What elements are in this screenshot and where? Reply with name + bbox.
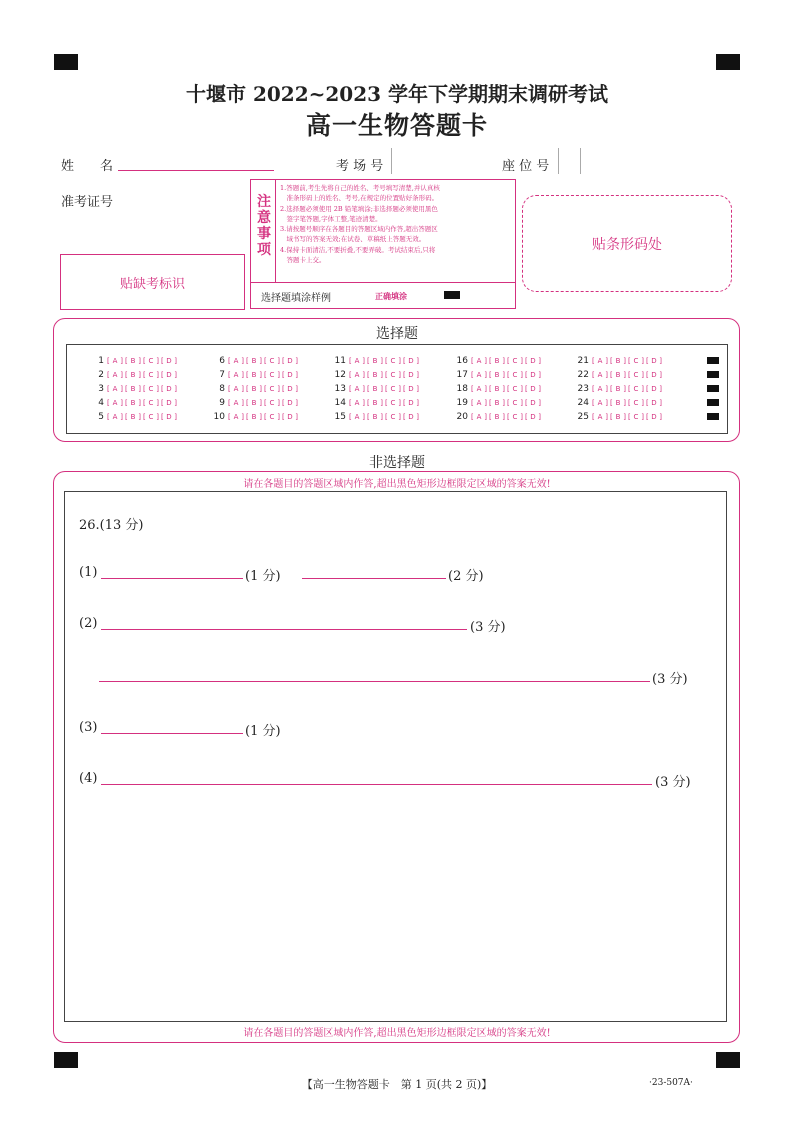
mc-option-bubble[interactable]: [ C ] [386,413,400,422]
mc-question-number: 5 [98,412,104,422]
exam-title: 十堰市 2022~2023 学年下学期期末调研考试 [185,82,608,106]
part-3-score: (1 分) [245,724,281,739]
mc-option-bubble[interactable]: [ D ] [283,413,297,422]
mc-option-bubble[interactable]: [ C ] [629,371,643,380]
mc-option-bubble[interactable]: [ B ] [247,385,261,394]
mc-option-bubble[interactable]: [ A ] [472,413,486,422]
footer-page-info: 【高一生物答题卡 第 1 页(共 2 页)】 [301,1078,493,1091]
mc-question-number: 19 [456,398,468,408]
mc-option-bubble[interactable]: [ C ] [508,357,522,366]
registration-mark [716,54,740,70]
nonmc-title: 非选择题 [369,455,425,471]
mc-question-row [207,355,301,367]
mc-option-bubble[interactable]: [ D ] [647,371,661,380]
mc-option-bubble[interactable]: [ B ] [126,399,140,408]
mc-option-bubble[interactable]: [ C ] [508,385,522,394]
mc-option-bubble[interactable]: [ B ] [490,357,504,366]
mc-option-bubble[interactable]: [ B ] [611,371,625,380]
mc-option-bubble[interactable]: [ D ] [162,413,176,422]
part-1a-score: (1 分) [245,569,281,584]
seat-label: 座 位 号 [502,159,550,174]
mc-option-bubble[interactable]: [ D ] [404,413,418,422]
mc-question-row [86,369,180,381]
mc-option-bubble[interactable]: [ C ] [265,413,279,422]
mc-option-bubble[interactable]: [ B ] [247,357,261,366]
mc-question-number: 16 [456,356,468,366]
mc-option-bubble[interactable]: [ B ] [611,413,625,422]
mc-option-bubble[interactable]: [ C ] [508,413,522,422]
mc-option-bubble[interactable]: [ B ] [368,413,382,422]
mc-option-bubble[interactable]: [ B ] [611,357,625,366]
mc-question-number: 20 [456,412,468,422]
mc-question-number: 21 [577,356,589,366]
mc-question-number: 4 [98,398,104,408]
mc-option-bubble[interactable]: [ B ] [368,399,382,408]
divider [391,148,392,174]
barcode-area [522,195,732,292]
absent-sticker-box [60,254,245,310]
part-3-answer-line[interactable] [101,733,243,734]
mc-question-row [207,369,301,381]
mc-question-row [571,411,665,423]
mc-option-bubble[interactable]: [ A ] [350,399,364,408]
registration-mark [54,1052,78,1068]
registration-mark [716,1052,740,1068]
mc-option-bubble[interactable]: [ D ] [526,371,540,380]
correct-fill-sample [444,291,460,299]
mc-option-bubble[interactable]: [ A ] [472,371,486,380]
part-2a-score: (3 分) [470,620,506,635]
mc-question-number: 22 [577,370,589,380]
mc-option-bubble[interactable]: [ D ] [647,399,661,408]
mc-question-row [328,369,422,381]
mc-option-bubble[interactable]: [ D ] [162,385,176,394]
mc-question-number: 25 [577,412,589,422]
mc-option-bubble[interactable]: [ C ] [508,399,522,408]
mc-option-bubble[interactable]: [ A ] [593,399,607,408]
mc-option-bubble[interactable]: [ B ] [247,413,261,422]
mc-option-bubble[interactable]: [ B ] [126,413,140,422]
mc-question-number: 24 [577,398,589,408]
mc-title: 选择题 [376,326,418,342]
mc-option-bubble[interactable]: [ A ] [593,413,607,422]
mc-option-bubble[interactable]: [ A ] [108,371,122,380]
mc-option-bubble[interactable]: [ A ] [229,385,243,394]
mc-option-bubble[interactable]: [ D ] [404,371,418,380]
mc-question-row [207,383,301,395]
mc-option-bubble[interactable]: [ D ] [283,371,297,380]
mc-option-bubble[interactable]: [ D ] [647,385,661,394]
absent-label: 贴缺考标识 [119,277,185,292]
mc-option-bubble[interactable]: [ A ] [472,385,486,394]
mc-option-bubble[interactable]: [ B ] [368,371,382,380]
mc-option-bubble[interactable]: [ A ] [108,385,122,394]
mc-option-bubble[interactable]: [ C ] [144,371,158,380]
mc-option-bubble[interactable]: [ C ] [144,357,158,366]
notes-text: 1.答题前,考生先将自己的姓名、考号填写清楚,并认真核 准条形码上的姓名、考号,在规定的位置贴好条形码。 2.选择题必须使用 2B 铅笔填涂;非选择题必须使用黑色 签字笔答题,字体工整,笔迹清楚。 3.请按题号顺序在各题目的答题区域内作答,超出答题区 域书写的答案无效;在试卷、草稿纸上答题无效。 4.保持卡面清洁,不要折叠,不要弄破。考试结束后,只将 答题卡上交。 [280,184,440,265]
mc-option-bubble[interactable]: [ B ] [368,357,382,366]
sample-label: 选择题填涂样例 [261,293,331,304]
mc-option-bubble[interactable]: [ A ] [350,371,364,380]
mc-option-bubble[interactable]: [ D ] [647,357,661,366]
mc-option-bubble[interactable]: [ A ] [350,413,364,422]
mc-option-bubble[interactable]: [ D ] [162,399,176,408]
mc-question-number: 13 [334,384,346,394]
mc-option-bubble[interactable]: [ D ] [283,399,297,408]
mc-option-bubble[interactable]: [ C ] [629,385,643,394]
warning-top: 请在各题目的答题区域内作答,超出黑色矩形边框限定区域的答案无效! [243,479,551,490]
mc-question-number: 15 [334,412,346,422]
mc-option-bubble[interactable]: [ C ] [265,399,279,408]
mc-option-bubble[interactable]: [ A ] [593,357,607,366]
part-1-label: (1) [79,565,98,580]
name-field[interactable] [118,170,274,171]
mc-option-bubble[interactable]: [ C ] [629,413,643,422]
ticket-label: 准考证号 [61,195,114,210]
divider [580,148,581,174]
mc-option-bubble[interactable]: [ C ] [265,371,279,380]
mc-question-number: 18 [456,384,468,394]
mc-question-row [328,355,422,367]
mc-question-row [207,397,301,409]
mc-option-bubble[interactable]: [ A ] [229,399,243,408]
part-1b-answer-line[interactable] [302,578,446,579]
mc-option-bubble[interactable]: [ A ] [472,399,486,408]
mc-option-bubble[interactable]: [ C ] [386,399,400,408]
mc-option-bubble[interactable]: [ D ] [404,385,418,394]
mc-option-bubble[interactable]: [ D ] [283,357,297,366]
mc-option-bubble[interactable]: [ A ] [350,385,364,394]
mc-option-bubble[interactable]: [ B ] [368,385,382,394]
mc-option-bubble[interactable]: [ C ] [508,371,522,380]
mc-question-row [86,383,180,395]
mc-question-number: 11 [334,356,346,366]
mc-option-bubble[interactable]: [ C ] [386,385,400,394]
mc-option-bubble[interactable]: [ A ] [108,357,122,366]
mc-option-bubble[interactable]: [ D ] [162,371,176,380]
mc-option-bubble[interactable]: [ D ] [162,357,176,366]
mc-option-bubble[interactable]: [ A ] [593,385,607,394]
part-2b-score: (3 分) [652,672,688,687]
mc-question-number: 12 [334,370,346,380]
mc-question-row [450,411,544,423]
mc-option-bubble[interactable]: [ B ] [490,385,504,394]
mc-question-number: 6 [219,356,225,366]
timing-mark [707,371,719,378]
mc-question-number: 14 [334,398,346,408]
answer-area[interactable] [64,491,727,1022]
mc-question-row [207,411,301,423]
mc-option-bubble[interactable]: [ B ] [247,399,261,408]
notes-box [250,179,516,309]
timing-mark [707,413,719,420]
mc-option-bubble[interactable]: [ D ] [283,385,297,394]
mc-option-bubble[interactable]: [ D ] [404,357,418,366]
mc-question-row [571,369,665,381]
mc-question-number: 9 [219,398,225,408]
mc-question-row [571,355,665,367]
mc-option-bubble[interactable]: [ C ] [629,399,643,408]
mc-option-bubble[interactable]: [ C ] [144,399,158,408]
part-2-label: (2) [79,616,98,631]
mc-option-bubble[interactable]: [ A ] [350,357,364,366]
mc-option-bubble[interactable]: [ B ] [247,371,261,380]
notes-heading: 注 意 事 项 [257,194,271,258]
mc-question-number: 3 [98,384,104,394]
mc-question-row [86,397,180,409]
mc-option-bubble[interactable]: [ A ] [229,413,243,422]
part-4-label: (4) [79,771,98,786]
part-2b-answer-line[interactable] [99,681,650,682]
mc-option-bubble[interactable]: [ A ] [229,357,243,366]
part-2a-answer-line[interactable] [101,629,467,630]
part-4-answer-line[interactable] [101,784,652,785]
exam-room-label: 考 场 号 [336,159,384,174]
mc-option-bubble[interactable]: [ A ] [108,413,122,422]
mc-option-bubble[interactable]: [ B ] [126,357,140,366]
warning-bottom: 请在各题目的答题区域内作答,超出黑色矩形边框限定区域的答案无效! [243,1028,551,1039]
name-label: 姓 名 [61,159,114,174]
mc-question-row [86,411,180,423]
timing-mark [707,385,719,392]
correct-fill-label: 正确填涂 [375,292,407,301]
mc-option-bubble[interactable]: [ C ] [386,357,400,366]
mc-question-number: 2 [98,370,104,380]
mc-option-bubble[interactable]: [ D ] [526,385,540,394]
mc-option-bubble[interactable]: [ C ] [144,413,158,422]
mc-option-bubble[interactable]: [ D ] [404,399,418,408]
mc-option-bubble[interactable]: [ D ] [647,413,661,422]
mc-option-bubble[interactable]: [ A ] [108,399,122,408]
timing-mark [707,357,719,364]
mc-question-number: 17 [456,370,468,380]
mc-question-number: 23 [577,384,589,394]
mc-question-row [328,383,422,395]
part-1a-answer-line[interactable] [101,578,243,579]
mc-option-bubble[interactable]: [ B ] [611,385,625,394]
mc-option-bubble[interactable]: [ A ] [229,371,243,380]
mc-option-bubble[interactable]: [ C ] [265,385,279,394]
mc-question-row [450,397,544,409]
part-1b-score: (2 分) [448,569,484,584]
registration-mark [54,54,78,70]
part-3-label: (3) [79,720,98,735]
mc-question-row [328,411,422,423]
timing-mark [707,399,719,406]
mc-option-bubble[interactable]: [ B ] [490,413,504,422]
mc-question-row [571,383,665,395]
mc-option-bubble[interactable]: [ B ] [490,399,504,408]
mc-option-bubble[interactable]: [ D ] [526,357,540,366]
mc-question-row [328,397,422,409]
mc-question-number: 1 [98,356,104,366]
part-4-score: (3 分) [655,775,691,790]
mc-option-bubble[interactable]: [ A ] [472,357,486,366]
divider [558,148,559,174]
mc-option-bubble[interactable]: [ A ] [593,371,607,380]
mc-option-bubble[interactable]: [ C ] [144,385,158,394]
mc-question-row [450,369,544,381]
mc-option-bubble[interactable]: [ B ] [611,399,625,408]
footer-code: ·23-507A· [649,1078,693,1088]
mc-option-bubble[interactable]: [ D ] [526,399,540,408]
mc-option-bubble[interactable]: [ C ] [386,371,400,380]
mc-question-number: 8 [219,384,225,394]
mc-option-bubble[interactable]: [ B ] [126,371,140,380]
card-title: 高一生物答题卡 [305,111,488,140]
mc-question-row [450,383,544,395]
mc-question-number: 7 [219,370,225,380]
mc-option-bubble[interactable]: [ B ] [490,371,504,380]
barcode-label: 贴条形码处 [592,237,662,253]
question-26-title: 26.(13 分) [79,518,144,533]
mc-question-row [450,355,544,367]
mc-option-bubble[interactable]: [ D ] [526,413,540,422]
mc-question-number: 10 [213,412,225,422]
mc-option-bubble[interactable]: [ B ] [126,385,140,394]
mc-option-bubble[interactable]: [ C ] [265,357,279,366]
mc-option-bubble[interactable]: [ C ] [629,357,643,366]
mc-question-row [571,397,665,409]
mc-question-row [86,355,180,367]
